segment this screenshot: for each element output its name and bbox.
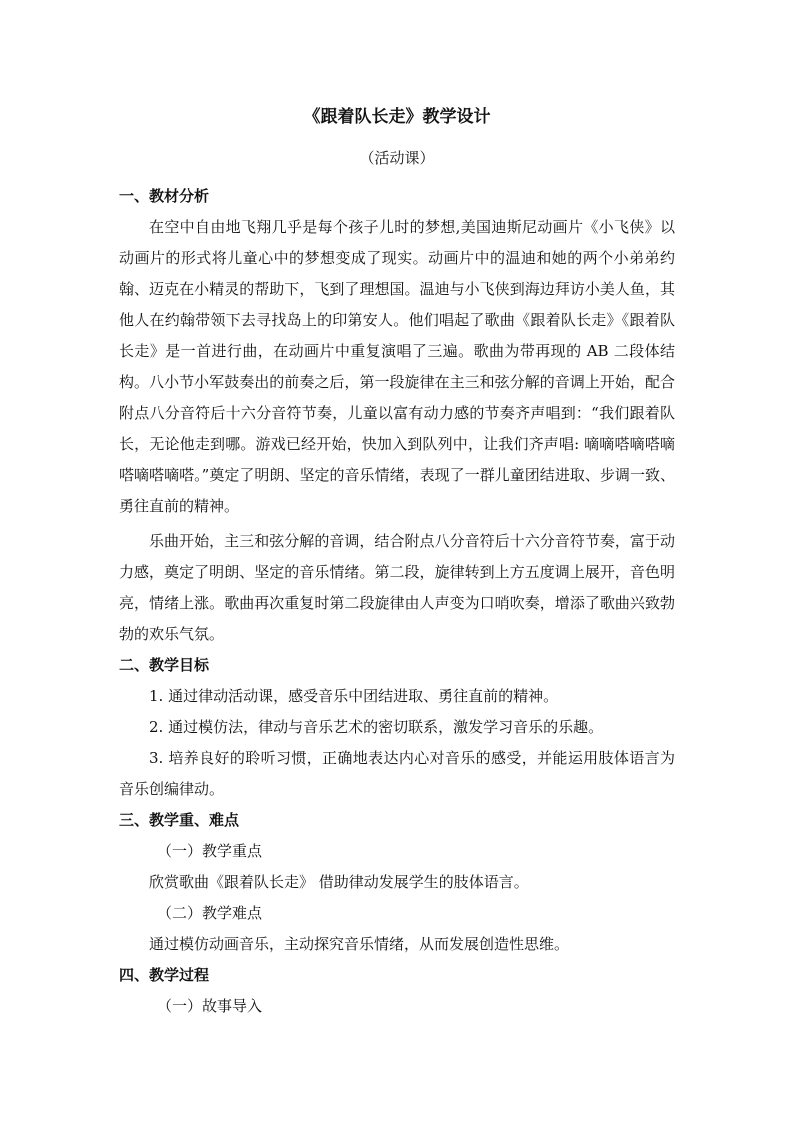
goal-item-3: 3. 培养良好的聆听习惯，正确地表达内心对音乐的感受，并能运用肢体语言为音乐创编律动。 bbox=[119, 749, 675, 798]
difficulty-text: 通过模仿动画音乐，主动探究音乐情绪，从而发展创造性思维。 bbox=[149, 935, 570, 953]
subheading-difficulty: （二）教学难点 bbox=[157, 904, 263, 922]
subheading-story-intro: （一）故事导入 bbox=[157, 997, 263, 1015]
key-point-text: 欣赏歌曲《跟着队长走》 借助律动发展学生的肢体语言。 bbox=[149, 873, 529, 891]
section-heading-key-points: 三、教学重、难点 bbox=[119, 811, 240, 829]
section-heading-analysis: 一、教材分析 bbox=[119, 187, 210, 205]
goal-item-2: 2. 通过模仿法，律动与音乐艺术的密切联系，激发学习音乐的乐趣。 bbox=[149, 718, 604, 736]
analysis-paragraph-2: 乐曲开始，主三和弦分解的音调，结合附点八分音符后十六分音符节奏，富于动力感，奠定了明朗、坚定的音乐情绪。第二段，旋律转到上方五度调上展开，音色明亮，情绪上涨。歌曲再次重复时第二段旋律由人声变为口哨吹奏，增添了歌曲兴致勃勃的欢乐气氛。 bbox=[119, 532, 675, 643]
document-subtitle: （活动课） bbox=[359, 149, 435, 167]
section-heading-process: 四、教学过程 bbox=[119, 966, 210, 984]
subheading-key-point: （一）教学重点 bbox=[157, 842, 263, 860]
section-heading-goals: 二、教学目标 bbox=[119, 656, 210, 674]
goal-item-1: 1. 通过律动活动课，感受音乐中团结进取、勇往直前的精神。 bbox=[149, 687, 559, 705]
document-title: 《跟着队长走》教学设计 bbox=[303, 107, 491, 127]
analysis-paragraph-1: 在空中自由地飞翔几乎是每个孩子儿时的梦想,美国迪斯尼动画片《小飞侠》以动画片的形式将儿童心中的梦想变成了现实。动画片中的温迪和她的两个小弟弟约翰、迈克在小精灵的帮助下，飞到了理想国。温迪与小飞侠到海边拜访小美人鱼，其他人在约翰带领下去寻找岛上的印第安人。他们唱起了歌曲《跟着队长走》《跟着队长走》是一首进行曲，在动画片中重复演唱了三遍。歌曲为带再现的 AB 二段体结构。八小节小军鼓奏出的前奏之后，第一段旋律在主三和弦分解的音调上开始，配合附点八分音符后十六分音符节奏，儿童以富有动力感的节奏齐声唱到：“我们跟着队长，无论他走到哪。游戏已经开始，快加入到队列中，让我们齐声唱: 嘀嘀嗒嘀嗒嘀嗒嘀嗒嘀嗒。”奠定了明朗、坚定的音乐情绪，表现了一群儿童团结进取、步调一致、勇往直前的精神。 bbox=[119, 218, 675, 515]
document-body bbox=[119, 181, 675, 1022]
